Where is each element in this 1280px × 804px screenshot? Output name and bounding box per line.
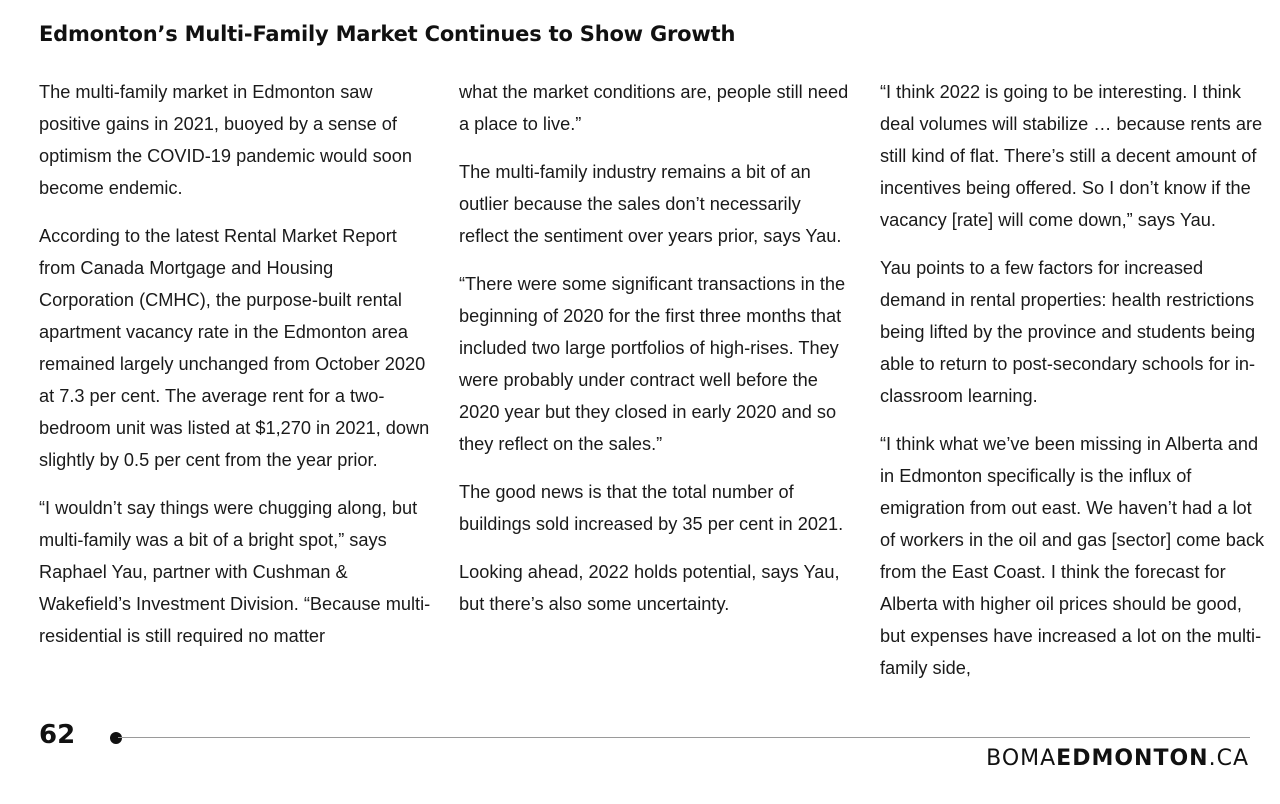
paragraph: Looking ahead, 2022 holds potential, says Yau, but there’s also some uncertainty. — [459, 562, 840, 614]
paragraph: “I think what we’ve been missing in Alberta and in Edmonton specifically is the influx of emigration from out east. We haven’t had a lot of workers in the oil and gas [sector] come back from the East Coast. I think the forecast for Alberta with higher oil prices should be good, but expenses have increased a lot on the multi-family side, — [880, 434, 1265, 678]
footer-brand-url — [986, 746, 1249, 771]
paragraph: The multi-family industry remains a bit of an outlier because the sales don’t necessarily reflect the sentiment over years prior, says Yau. — [459, 162, 842, 246]
article-column-3 — [880, 76, 1268, 700]
article-column-2 — [459, 76, 851, 636]
paragraph: “There were some significant transactions in the beginning of 2020 for the first three months that included two large portfolios of high-rises. They were probably under contract well before the 2020 year but they closed in early 2020 and so they reflect on the sales.” — [459, 274, 846, 454]
brand-bold: EDMONTON — [1056, 746, 1209, 771]
footer-rule-line — [118, 737, 1250, 738]
paragraph: “I think 2022 is going to be interesting. I think deal volumes will stabilize … because rents are still kind of flat. There’s still a decent amount of incentives being offered. So I don’t know if the vacancy [rate] will come down,” says Yau. — [880, 82, 1263, 230]
paragraph: what the market conditions are, people still need a place to live.” — [459, 82, 849, 134]
paragraph: According to the latest Rental Market Report from Canada Mortgage and Housing Corporation (CMHC), the purpose-built rental apartment vacancy rate in the Edmonton area remained largely unchanged from October 2020 at 7.3 per cent. The average rent for a two-bedroom unit was listed at $1,270 in 2021, down slightly by 0.5 per cent from the year prior. — [39, 226, 430, 470]
article-headline: Edmonton’s Multi-Family Market Continues to Show Growth — [39, 22, 736, 46]
page-number: 62 — [39, 720, 76, 750]
paragraph: The multi-family market in Edmonton saw positive gains in 2021, buoyed by a sense of optimism the COVID-19 pandemic would soon become endemic. — [39, 82, 413, 198]
paragraph: The good news is that the total number of buildings sold increased by 35 per cent in 2021. — [459, 482, 844, 534]
paragraph: “I wouldn’t say things were chugging along, but multi-family was a bit of a bright spot,” says Raphael Yau, partner with Cushman & Wakefield’s Investment Division. “Because multi-residential is still required no matter — [39, 498, 431, 646]
brand-suffix: .CA — [1208, 746, 1249, 771]
footer-rule-dot — [110, 732, 122, 744]
brand-prefix: BOMA — [986, 746, 1057, 771]
paragraph: Yau points to a few factors for increased demand in rental properties: health restrictions being lifted by the province and students being able to return to post-secondary schools for in-classroom learning. — [880, 258, 1256, 406]
article-column-1 — [39, 76, 431, 668]
